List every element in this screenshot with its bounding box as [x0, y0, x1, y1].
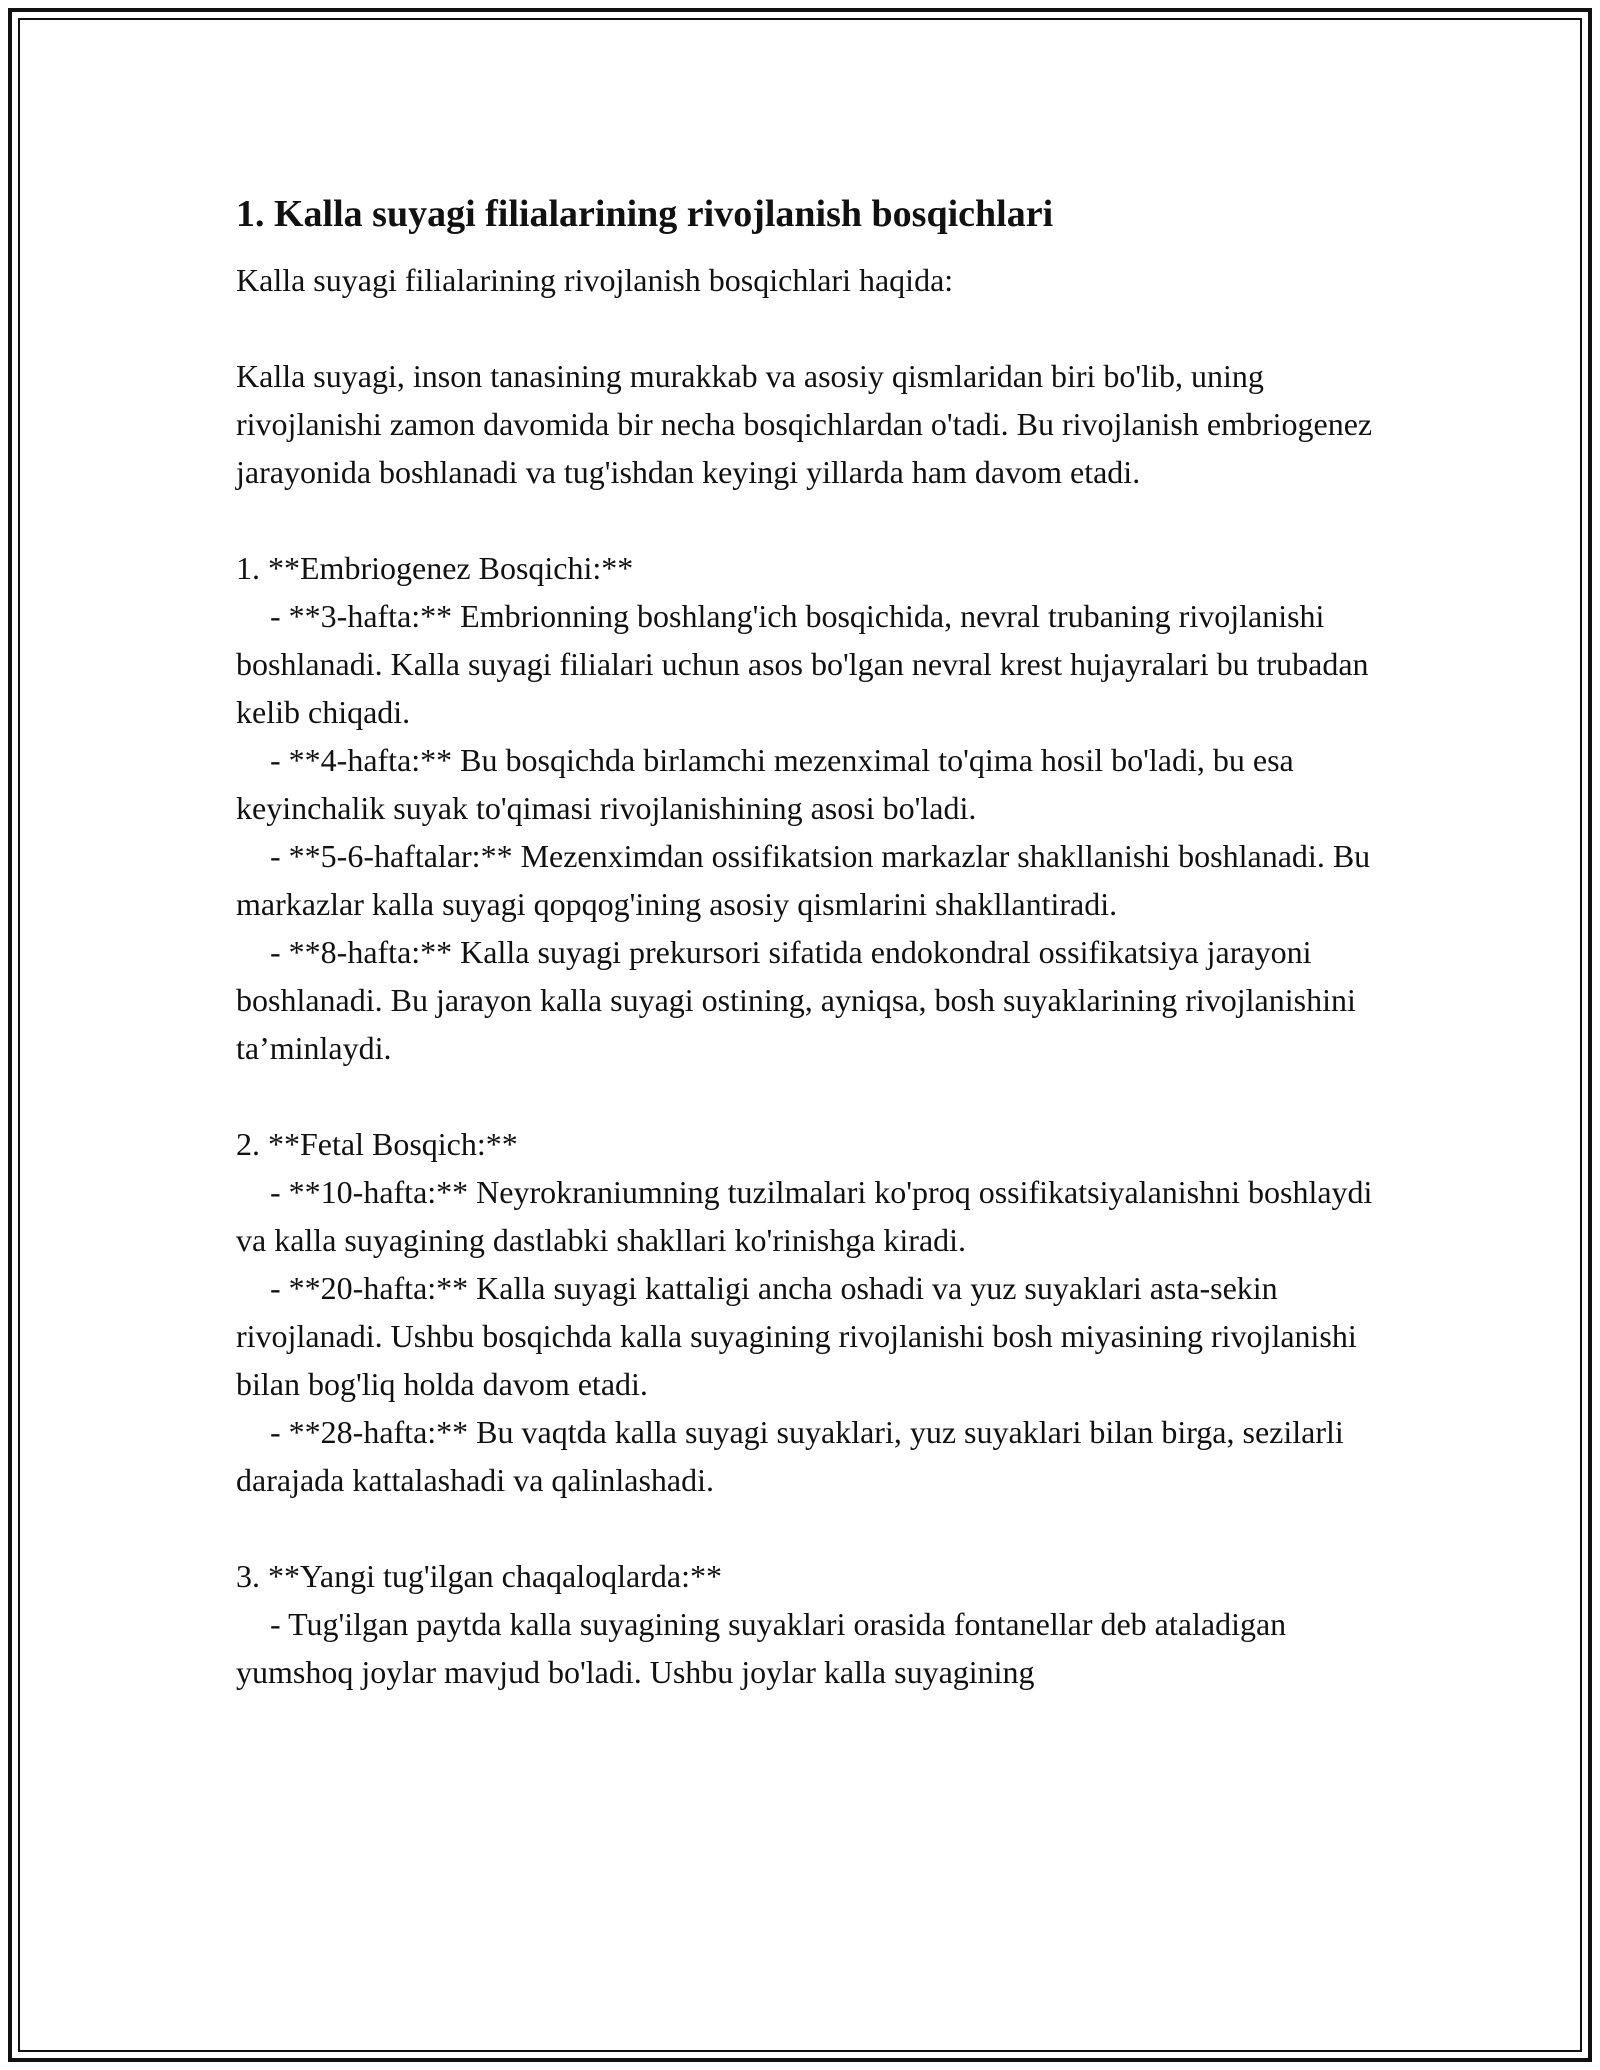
section-heading: 1. **Embriogenez Bosqichi:**	[236, 550, 634, 586]
list-item: - **4-hafta:** Bu bosqichda birlamchi mezenximal to'qima hosil bo'ladi, bu esa keyinchalik suyak to'qimasi rivojlanishining asosi bo'ladi.	[236, 742, 1294, 826]
list-item: - **5-6-haftalar:** Mezenximdan ossifikatsion markazlar shakllanishi boshlanadi. Bu markazlar kalla suyagi qopqog'ining asosiy qismlarini shakllantiradi.	[236, 838, 1371, 922]
section-fetal	[236, 1120, 1376, 1504]
intro-line: Kalla suyagi filialarining rivojlanish bosqichlari haqida:	[236, 262, 954, 298]
list-item: - **20-hafta:** Kalla suyagi kattaligi ancha oshadi va yuz suyaklari asta-sekin rivojlanadi. Ushbu bosqichda kalla suyagining rivojlanishi bosh miyasining rivojlanishi bilan bog'liq holda davom etadi.	[236, 1270, 1357, 1402]
list-item: - **3-hafta:** Embrionning boshlang'ich bosqichida, nevral trubaning rivojlanishi boshlanadi. Kalla suyagi filialari uchun asos bo'lgan nevral krest hujayralari bu trubadan kelib chiqadi.	[236, 598, 1369, 730]
list-item: - Tug'ilgan paytda kalla suyagining suyaklari orasida fontanellar deb ataladigan yumshoq joylar mavjud bo'ladi. Ushbu joylar kalla suyagining	[236, 1606, 1287, 1690]
list-item: - **28-hafta:** Bu vaqtda kalla suyagi suyaklari, yuz suyaklari bilan birga, sezilarli darajada kattalashadi va qalinlashadi.	[236, 1414, 1344, 1498]
section-heading: 3. **Yangi tug'ilgan chaqaloqlarda:**	[236, 1558, 722, 1594]
section-newborn	[236, 1552, 1376, 1696]
document-body	[236, 186, 1376, 1696]
section-embriogenez	[236, 544, 1376, 1072]
document-heading: 1. Kalla suyagi filialarining rivojlanish bosqichlari	[236, 193, 1054, 235]
list-item: - **8-hafta:** Kalla suyagi prekursori sifatida endokondral ossifikatsiya jarayoni boshlanadi. Bu jarayon kalla suyagi ostining, ayniqsa, bosh suyaklarining rivojlanishini ta’minlaydi.	[236, 934, 1356, 1066]
intro-paragraph: Kalla suyagi, inson tanasining murakkab va asosiy qismlaridan biri bo'lib, uning rivojlanishi zamon davomida bir necha bosqichlardan o'tadi. Bu rivojlanish embriogenez jarayonida boshlanadi va tug'ishdan keyingi yillarda ham davom etadi.	[236, 358, 1373, 490]
list-item: - **10-hafta:** Neyrokraniumning tuzilmalari ko'proq ossifikatsiyalanishni boshlaydi va kalla suyagining dastlabki shakllari ko'rinishga kiradi.	[236, 1174, 1373, 1258]
section-heading: 2. **Fetal Bosqich:**	[236, 1126, 518, 1162]
